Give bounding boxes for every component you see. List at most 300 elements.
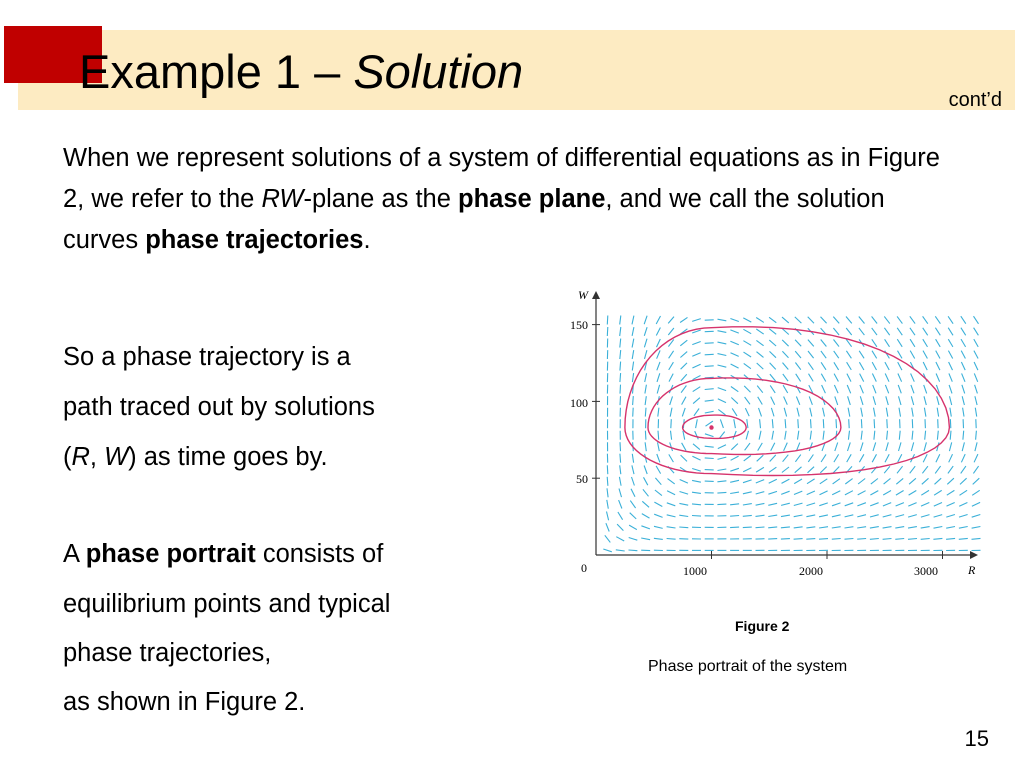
direction-mark — [607, 316, 608, 325]
trajectory-line-1: So a phase trajectory is a — [63, 343, 351, 371]
direction-mark — [681, 386, 686, 393]
direction-mark — [756, 492, 765, 494]
direction-mark — [884, 466, 890, 473]
direction-mark — [607, 477, 608, 486]
direction-mark — [872, 351, 877, 359]
direction-mark — [731, 398, 738, 404]
direction-mark — [921, 527, 930, 529]
direction-mark — [657, 373, 660, 382]
direction-mark — [682, 397, 686, 405]
direction-mark — [770, 363, 776, 370]
direction-mark — [616, 537, 624, 541]
direction-mark — [899, 442, 902, 451]
direction-mark — [795, 317, 802, 323]
direction-mark — [870, 539, 879, 540]
direction-mark — [642, 501, 649, 507]
direction-mark — [897, 316, 902, 323]
direction-mark — [961, 328, 966, 336]
direction-mark — [743, 480, 752, 483]
direction-mark — [962, 396, 964, 405]
direction-mark — [870, 491, 878, 495]
direction-mark — [692, 364, 700, 368]
direction-mark — [620, 339, 621, 348]
direction-mark — [743, 329, 751, 333]
direction-mark — [705, 411, 714, 413]
direction-mark — [658, 442, 660, 451]
direction-mark — [645, 431, 646, 440]
direction-mark — [860, 385, 864, 393]
direction-mark — [908, 515, 917, 518]
direction-mark — [783, 374, 788, 381]
direction-mark — [859, 454, 864, 462]
direction-mark — [884, 478, 891, 484]
direction-mark — [912, 408, 914, 417]
direction-mark — [743, 504, 752, 505]
direction-mark — [861, 419, 862, 428]
direction-mark — [937, 431, 938, 440]
direction-mark — [798, 431, 799, 440]
direction-mark — [679, 503, 688, 505]
direction-mark — [669, 454, 674, 462]
direction-mark — [909, 491, 917, 496]
page-number: 15 — [964, 726, 989, 751]
direction-mark — [872, 339, 877, 347]
direction-mark — [781, 491, 789, 494]
direction-mark — [756, 515, 765, 516]
direction-mark — [832, 503, 841, 506]
trajectory-line-3-rest: ) as time goes by. — [128, 443, 328, 471]
direction-mark — [633, 396, 634, 405]
direction-mark — [923, 328, 928, 336]
direction-mark — [832, 491, 840, 495]
direction-mark — [873, 442, 876, 451]
direction-mark — [975, 396, 977, 405]
direction-mark — [860, 374, 864, 382]
direction-mark — [669, 374, 673, 382]
direction-mark — [782, 351, 788, 358]
direction-mark — [874, 419, 875, 428]
direction-mark — [924, 442, 926, 451]
direction-mark — [632, 465, 634, 474]
direction-mark — [923, 362, 927, 370]
direction-mark — [806, 515, 815, 517]
direction-mark — [934, 490, 942, 495]
direction-mark — [745, 408, 749, 416]
direction-mark — [692, 353, 700, 357]
direction-mark — [973, 478, 980, 484]
portrait-line-4: as shown in Figure 2. — [63, 688, 306, 716]
direction-mark — [695, 431, 699, 439]
direction-mark — [796, 385, 800, 393]
direction-mark — [657, 350, 661, 358]
direction-mark — [757, 386, 763, 393]
direction-mark — [667, 491, 675, 495]
direction-mark — [898, 385, 901, 393]
direction-mark — [705, 434, 714, 437]
direction-mark — [847, 454, 852, 462]
direction-mark — [795, 340, 801, 347]
direction-mark — [794, 539, 803, 540]
direction-mark — [769, 329, 776, 335]
direction-mark — [808, 455, 813, 462]
direction-mark — [910, 351, 915, 359]
direction-mark — [895, 515, 904, 517]
direction-mark — [718, 399, 726, 403]
direction-mark — [873, 396, 876, 405]
direction-mark — [718, 319, 727, 321]
direction-mark — [885, 362, 889, 370]
direction-mark — [718, 331, 727, 333]
direction-mark — [717, 481, 726, 482]
direction-mark — [758, 443, 763, 451]
direction-mark — [668, 317, 674, 324]
direction-mark — [670, 396, 673, 405]
direction-mark — [643, 489, 649, 496]
direction-mark — [833, 317, 839, 324]
direction-mark — [974, 362, 978, 370]
direction-mark — [961, 351, 965, 359]
direction-mark — [692, 492, 701, 493]
direction-mark — [730, 468, 739, 471]
direction-mark — [807, 479, 815, 484]
direction-mark — [819, 503, 828, 506]
direction-mark — [885, 374, 889, 382]
direction-mark — [785, 419, 786, 428]
direction-mark — [887, 419, 888, 428]
direction-mark — [630, 501, 635, 508]
direction-mark — [681, 374, 687, 381]
direction-mark — [771, 397, 775, 405]
phase-portrait-term: phase portrait — [85, 540, 256, 568]
direction-mark — [961, 454, 965, 462]
direction-mark — [949, 454, 953, 462]
direction-mark — [961, 316, 966, 324]
direction-mark — [857, 527, 866, 528]
direction-mark — [717, 492, 726, 493]
direction-mark — [973, 466, 978, 473]
direction-mark — [832, 539, 841, 540]
direction-mark — [872, 362, 876, 370]
direction-mark — [772, 431, 774, 440]
direction-mark — [961, 339, 966, 347]
direction-mark — [909, 478, 916, 484]
direction-mark — [768, 491, 777, 494]
direction-mark — [681, 363, 687, 369]
direction-mark — [874, 408, 876, 417]
direction-mark — [898, 454, 902, 462]
direction-mark — [670, 408, 672, 417]
direction-mark — [975, 385, 978, 394]
direction-mark — [743, 318, 751, 322]
direction-mark — [936, 339, 941, 347]
direction-mark — [783, 385, 788, 393]
direction-mark — [744, 352, 752, 357]
direction-mark — [794, 491, 802, 494]
direction-mark — [632, 362, 633, 371]
direction-mark — [730, 492, 739, 493]
direction-mark — [886, 442, 889, 451]
direction-mark — [819, 527, 828, 528]
direction-mark — [769, 467, 776, 472]
direction-mark — [680, 317, 687, 322]
direction-mark — [870, 527, 879, 529]
direction-mark — [923, 454, 927, 462]
direction-mark — [629, 525, 637, 530]
direction-mark — [923, 351, 927, 359]
direction-mark — [645, 385, 647, 394]
direction-mark — [756, 527, 765, 528]
direction-mark — [835, 396, 838, 405]
direction-mark — [743, 341, 751, 346]
direction-mark — [948, 351, 952, 359]
direction-mark — [946, 515, 955, 518]
direction-mark — [911, 442, 913, 451]
direction-mark — [769, 479, 777, 483]
direction-mark — [959, 515, 968, 518]
direction-mark — [607, 488, 608, 497]
direction-mark — [679, 515, 688, 516]
x-tick-label-2000: 2000 — [799, 564, 823, 578]
figure-label: Figure 2 — [735, 618, 790, 634]
direction-mark — [667, 527, 676, 528]
direction-mark — [768, 503, 777, 505]
direction-mark — [759, 431, 761, 440]
direction-mark — [705, 343, 714, 344]
direction-mark — [772, 419, 773, 428]
direction-mark — [819, 515, 828, 517]
direction-mark — [924, 408, 926, 417]
direction-mark — [757, 455, 764, 461]
direction-mark — [870, 503, 878, 506]
portrait-line-1 — [63, 540, 383, 569]
direction-mark — [784, 408, 786, 417]
direction-mark — [644, 316, 647, 325]
direction-mark — [632, 316, 634, 325]
direction-mark — [962, 385, 965, 394]
direction-mark — [798, 419, 799, 428]
phase-trajectories-term: phase trajectories — [145, 226, 364, 254]
direction-mark — [872, 328, 877, 335]
direction-mark — [974, 373, 977, 381]
tick-marks — [592, 325, 943, 559]
direction-mark — [846, 317, 852, 324]
direction-mark — [857, 503, 866, 506]
direction-mark — [781, 503, 790, 505]
y-tick-label-100: 100 — [570, 396, 588, 410]
direction-mark — [859, 351, 864, 359]
equilibrium-point — [709, 425, 713, 429]
direction-mark — [694, 409, 699, 416]
direction-mark — [887, 431, 888, 440]
direction-mark — [782, 340, 788, 346]
direction-mark — [747, 419, 748, 428]
trajectory-line-2: path traced out by solutions — [63, 393, 375, 421]
direction-mark — [950, 396, 952, 405]
direction-mark — [872, 454, 876, 462]
direction-mark — [807, 491, 815, 495]
direction-mark — [922, 466, 928, 473]
direction-mark — [745, 443, 750, 450]
direction-mark — [846, 351, 851, 359]
direction-mark — [947, 503, 955, 507]
direction-mark — [834, 362, 839, 370]
direction-mark — [692, 469, 701, 472]
direction-mark — [730, 480, 739, 482]
direction-mark — [809, 396, 812, 404]
direction-mark — [972, 527, 981, 529]
direction-mark — [834, 340, 840, 347]
direction-mark — [784, 443, 788, 451]
direction-mark — [616, 550, 625, 551]
direction-mark — [895, 539, 904, 540]
direction-mark — [743, 492, 752, 494]
direction-mark — [935, 316, 940, 323]
direction-mark — [657, 454, 660, 462]
direction-mark — [794, 515, 803, 517]
phase-plane-term: phase plane — [458, 185, 606, 213]
direction-mark — [756, 318, 764, 323]
direction-mark — [644, 477, 648, 485]
direction-mark — [883, 527, 892, 529]
direction-mark — [797, 408, 799, 417]
direction-mark — [921, 490, 929, 495]
direction-mark — [935, 328, 940, 336]
direction-mark — [896, 478, 903, 484]
direction-mark — [948, 316, 953, 323]
direction-mark — [619, 489, 622, 498]
direction-mark — [935, 466, 940, 473]
direction-mark — [770, 385, 775, 393]
paragraph-intro — [63, 138, 943, 261]
direction-mark — [656, 316, 660, 324]
direction-mark — [630, 513, 637, 519]
direction-mark — [633, 408, 634, 417]
direction-mark — [975, 408, 976, 417]
direction-mark — [733, 431, 736, 439]
slide-title — [79, 44, 523, 99]
direction-mark — [908, 527, 917, 529]
direction-mark — [936, 351, 940, 359]
direction-mark — [910, 316, 915, 323]
intro-text-1: When we represent solutions of a system of differential equations as in Figure 2, we refer to the — [63, 144, 940, 213]
portrait-line-2: equilibrium points and typical — [63, 590, 391, 618]
direction-mark — [807, 503, 816, 506]
direction-mark — [859, 328, 865, 335]
direction-mark — [834, 385, 838, 393]
direction-mark — [682, 408, 685, 417]
direction-mark — [811, 419, 812, 428]
direction-mark — [783, 455, 789, 462]
direction-mark — [756, 467, 764, 472]
direction-mark — [657, 339, 661, 347]
paren-open: ( — [63, 443, 72, 471]
direction-mark — [808, 351, 814, 358]
direction-mark — [758, 397, 763, 405]
direction-mark — [705, 446, 714, 447]
direction-mark — [872, 374, 876, 382]
direction-mark — [731, 387, 738, 392]
direction-mark — [808, 317, 814, 323]
direction-mark — [641, 526, 650, 529]
direction-mark — [923, 339, 928, 347]
direction-mark — [923, 316, 928, 323]
direction-mark — [899, 408, 901, 417]
direction-mark — [667, 515, 676, 517]
direction-mark — [796, 374, 801, 382]
direction-mark — [886, 408, 888, 417]
direction-mark — [745, 397, 750, 404]
direction-mark — [858, 479, 865, 485]
direction-mark — [629, 538, 638, 541]
direction-mark — [972, 502, 980, 506]
direction-mark — [925, 431, 926, 440]
direction-mark — [782, 479, 790, 483]
direction-mark — [720, 419, 723, 428]
direction-mark — [823, 408, 825, 417]
direction-mark — [692, 516, 701, 517]
direction-mark — [962, 442, 964, 451]
direction-mark — [937, 396, 939, 405]
continued-label: cont’d — [948, 89, 1002, 111]
direction-mark — [743, 468, 751, 472]
direction-mark — [731, 456, 739, 460]
direction-mark — [693, 398, 700, 404]
direction-mark — [667, 539, 676, 540]
direction-mark — [933, 538, 942, 539]
direction-mark — [808, 467, 815, 473]
direction-mark — [848, 408, 850, 417]
direction-mark — [718, 354, 727, 356]
direction-mark — [756, 329, 763, 334]
direction-mark — [974, 339, 978, 347]
direction-mark — [705, 354, 714, 355]
direction-mark — [743, 527, 752, 528]
direction-mark — [668, 479, 675, 484]
direction-mark — [744, 386, 750, 392]
direction-mark — [911, 396, 913, 405]
trajectory-line-3 — [63, 443, 328, 472]
direction-mark — [936, 454, 940, 462]
direction-mark — [849, 419, 850, 428]
direction-mark — [823, 419, 824, 428]
direction-mark — [974, 328, 979, 336]
direction-mark — [949, 442, 951, 451]
direction-mark — [883, 515, 892, 517]
direction-mark — [910, 339, 915, 347]
direction-mark — [632, 477, 635, 486]
direction-mark — [936, 362, 940, 370]
direction-mark — [911, 385, 914, 393]
direction-mark — [946, 527, 955, 529]
direction-mark — [632, 350, 634, 359]
direction-mark — [795, 363, 800, 370]
direction-mark — [692, 456, 700, 460]
direction-mark — [794, 503, 803, 505]
direction-mark — [834, 351, 839, 358]
direction-mark — [810, 408, 812, 417]
direction-mark — [769, 317, 776, 322]
direction-mark — [949, 385, 952, 394]
direction-mark — [950, 431, 951, 440]
direction-mark — [781, 527, 790, 528]
direction-mark — [671, 431, 672, 440]
direction-mark — [657, 385, 659, 394]
direction-mark — [832, 527, 841, 528]
direction-mark — [784, 397, 788, 405]
direction-mark — [692, 480, 701, 482]
direction-mark — [679, 527, 688, 528]
direction-mark — [730, 516, 739, 517]
